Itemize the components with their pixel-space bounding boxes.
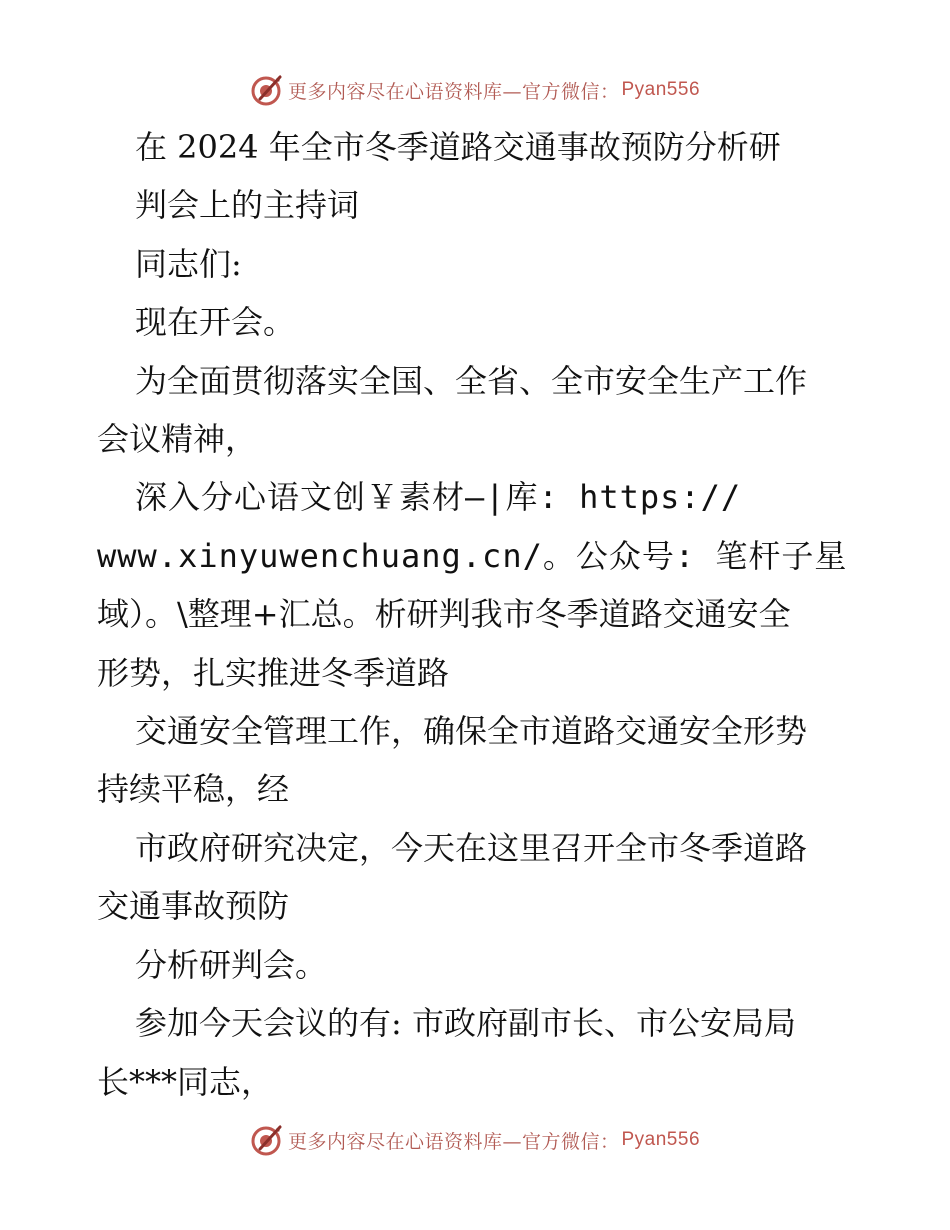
document-body	[97, 118, 857, 1111]
paragraph-line: 持续平稳，经	[97, 770, 290, 809]
paragraph-line: 会议精神，	[97, 420, 258, 459]
paragraph-line: 市政府研究决定，今天在这里召开全市冬季道路	[135, 828, 808, 867]
watermark-text: 更多内容尽在心语资料库—官方微信：	[287, 80, 620, 103]
paragraph-line: 现在开会。	[135, 303, 296, 342]
watermark-wechat-id: Pyan556	[621, 79, 701, 100]
doc-title-line-2: 判会上的主持词	[135, 186, 360, 225]
watermark-text: 更多内容尽在心语资料库—官方微信：	[287, 1130, 620, 1153]
paragraph-line: 为全面贯彻落实全国、全省、全市安全生产工作	[135, 361, 808, 400]
doc-title-line-1: 在 2024 年全市冬季道路交通事故预防分析研	[135, 128, 781, 166]
paragraph-line: 长***同志，	[97, 1062, 274, 1101]
paragraph-line: 深入分心语文创￥素材—|库: https://	[135, 478, 742, 517]
salutation: 同志们:	[135, 244, 242, 283]
watermark-banner-bottom	[0, 1120, 950, 1160]
watermark-wechat-id: Pyan556	[621, 1129, 701, 1150]
paragraph-line: 交通事故预防	[97, 887, 290, 926]
quill-seal-icon	[250, 73, 284, 107]
quill-seal-icon	[250, 1123, 284, 1157]
paragraph-line: 形势，扎实推进冬季道路	[97, 653, 450, 692]
paragraph-line: 参加今天会议的有: 市政府副市长、市公安局局	[135, 1004, 796, 1043]
paragraph-line: 分析研判会。	[135, 945, 328, 984]
watermark-banner-top	[0, 70, 950, 110]
paragraph-line: 交通安全管理工作，确保全市道路交通安全形势	[135, 712, 808, 751]
paragraph-line: www.xinyuwenchuang.cn/。公众号: 笔杆子星	[97, 536, 848, 575]
paragraph-line: 域）。\整理+汇总。析研判我市冬季道路交通安全	[97, 595, 791, 634]
